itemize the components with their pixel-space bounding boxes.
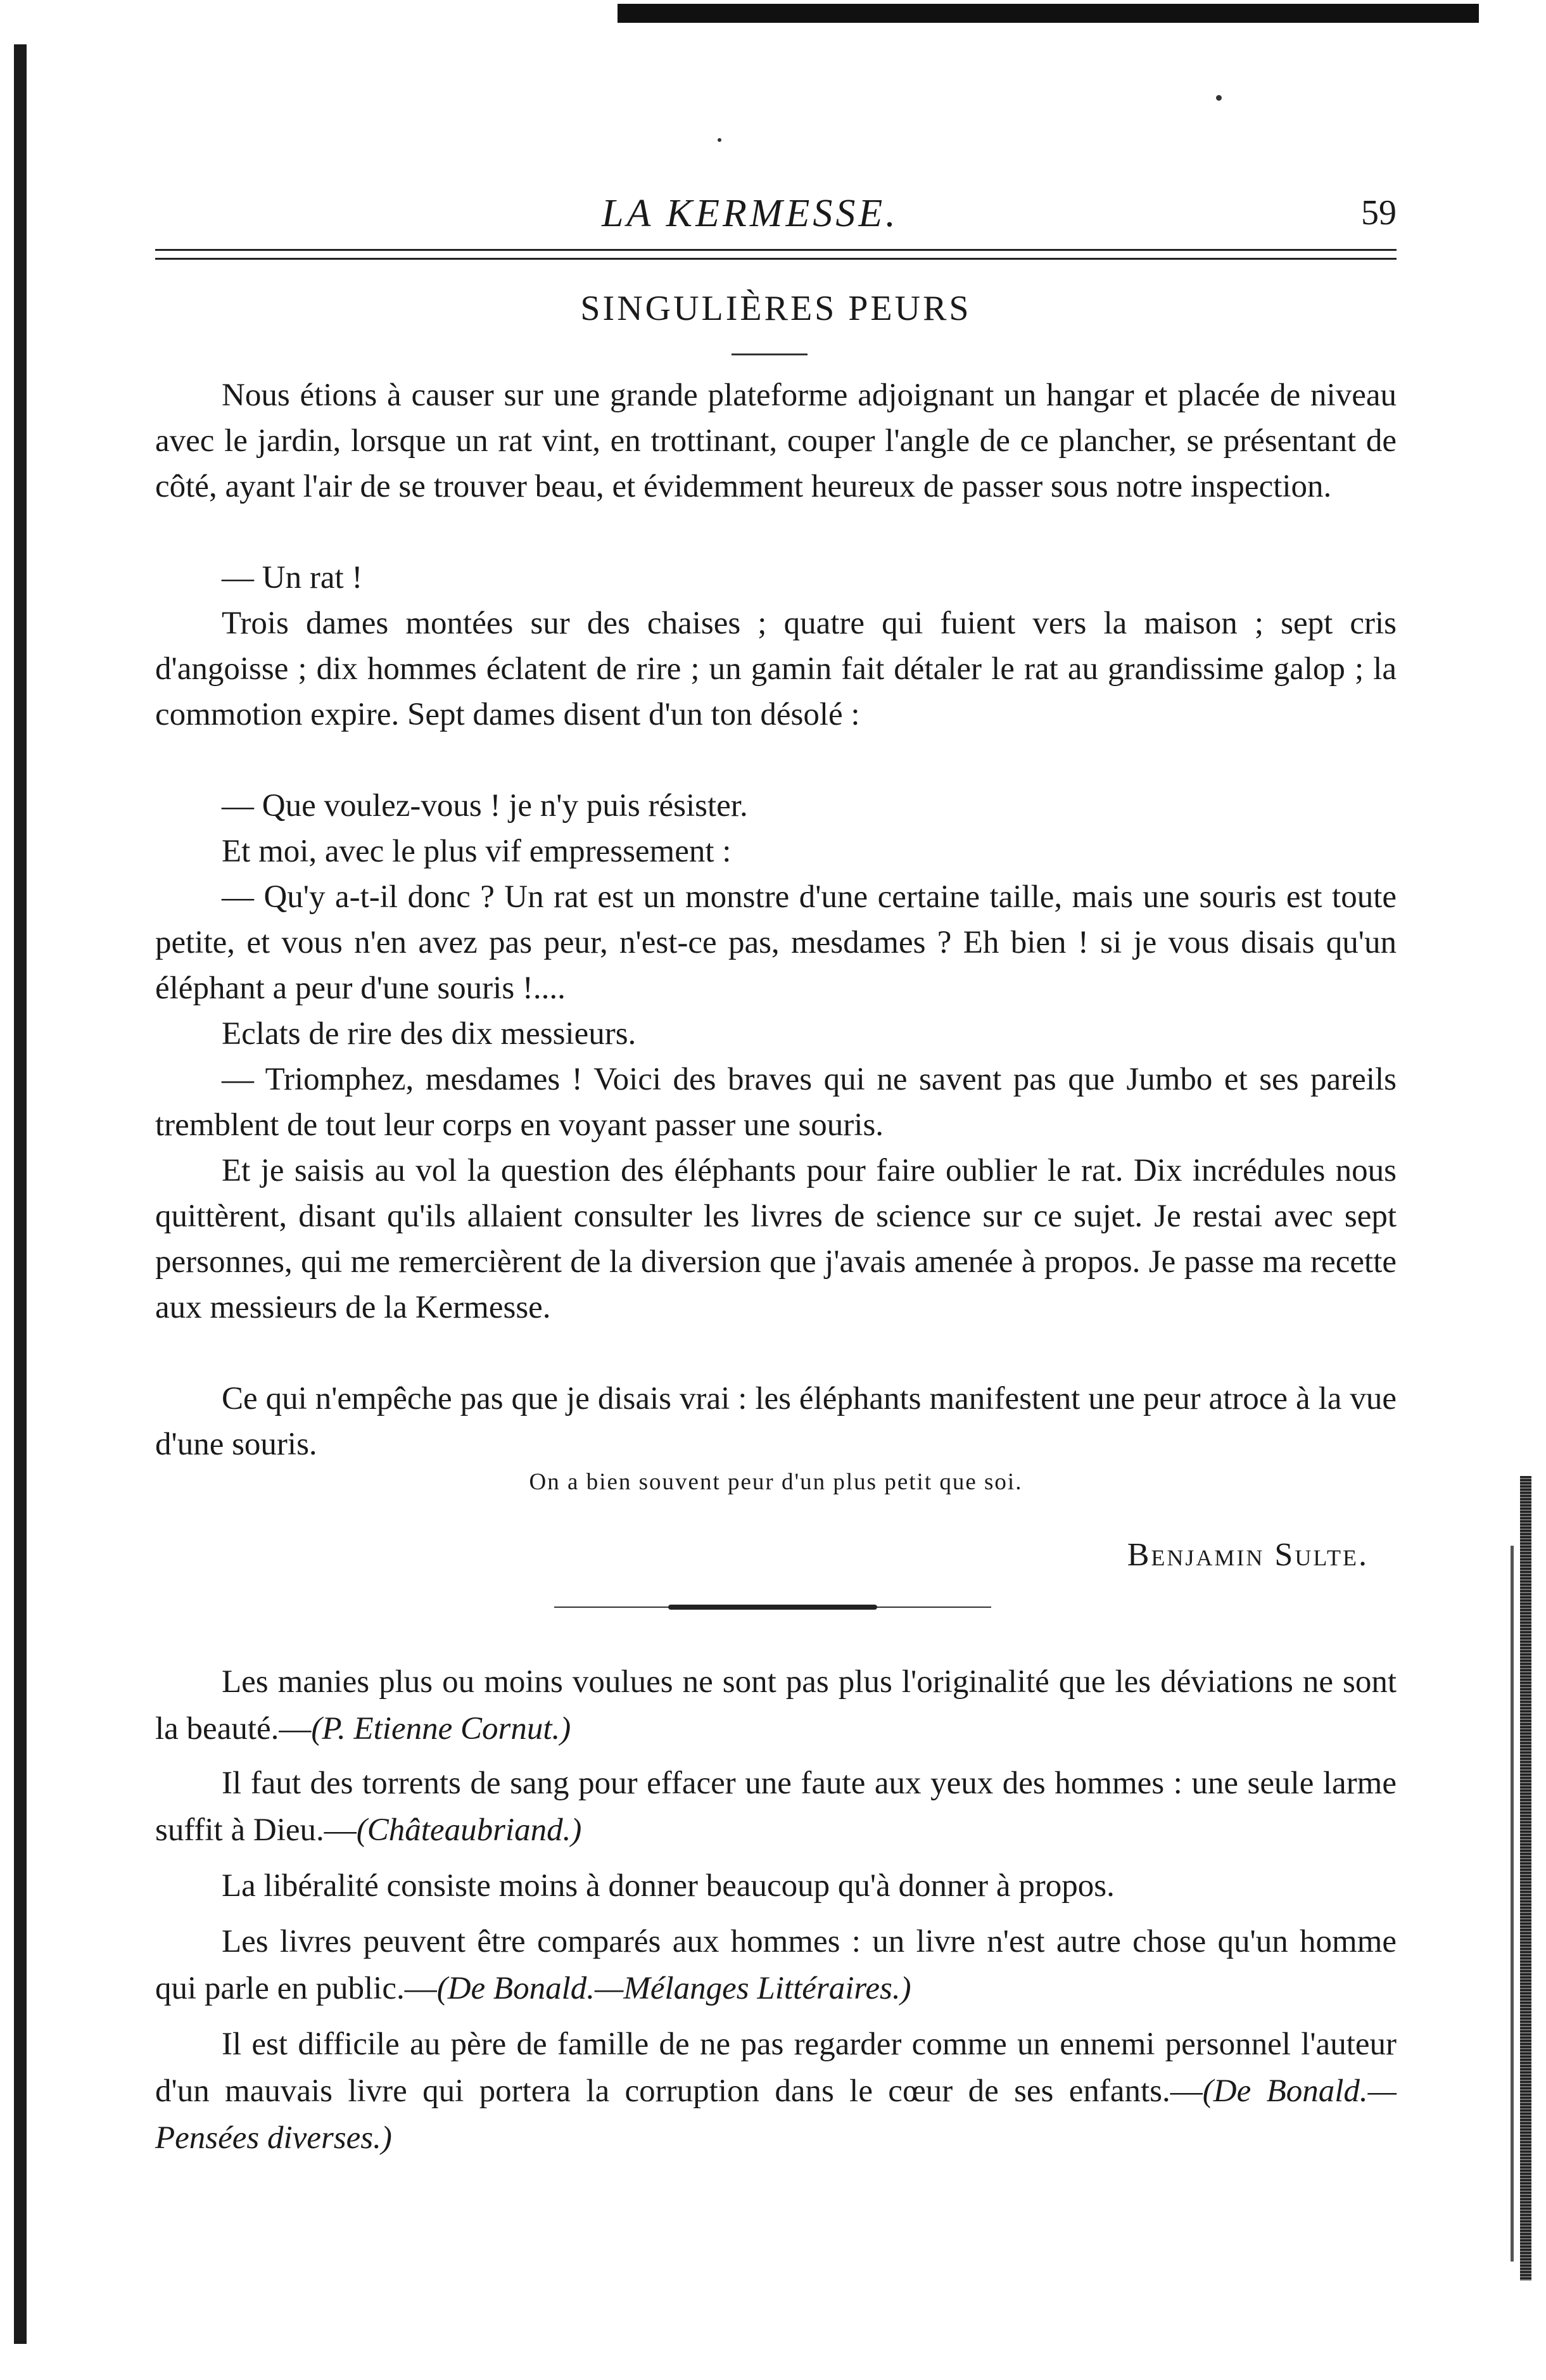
scan-right-edge	[1520, 1476, 1531, 2281]
quote-source: (De Bonald.—Mélanges Littéraires.)	[436, 1971, 911, 2006]
running-header	[155, 191, 1397, 242]
article-title: SINGULIÈRES PEURS	[580, 289, 972, 328]
article-paragraph: Et je saisis au vol la question des éléphants pour faire oublier le rat. Dix incrédules nous quittèrent, disant qu'ils allaient consulter les livres de science sur ce sujet. Je restai avec sept personnes, qui me remercièrent de la diversion que j'avais amenée à propos. Je passe ma recette aux messieurs de la Kermesse.	[155, 1153, 1397, 1325]
quote-source: (Châteaubriand.)	[356, 1812, 582, 1848]
quote-text: Il faut des torrents de sang pour effacer une faute aux yeux des hommes : une seule larme suffit à Dieu.—	[155, 1766, 1397, 1848]
article-paragraph: — Que voulez-vous ! je n'y puis résister.	[222, 788, 748, 824]
article-paragraph: — Qu'y a-t-il donc ? Un rat est un monstre d'une certaine taille, mais une souris est toute petite, et vous n'en avez pas peur, n'est-ce pas, mesdames ? Eh bien ! si je vous disais qu'un éléphant a peur d'une souris !....	[155, 879, 1397, 1006]
section-separator	[554, 1604, 991, 1610]
quote-paragraph	[155, 1760, 1397, 1854]
scan-top-rule	[618, 4, 1479, 23]
scan-speck	[1216, 95, 1222, 101]
article-paragraph: Et moi, avec le plus vif empressement :	[222, 834, 732, 869]
quote-paragraph	[155, 2021, 1397, 2161]
article-paragraph: — Un rat !	[222, 560, 363, 595]
quote-text: Les livres peuvent être comparés aux hommes : un livre n'est autre chose qu'un homme qui parle en public.—	[155, 1924, 1397, 2006]
quote-source: (P. Etienne Cornut.)	[311, 1711, 571, 1747]
article-paragraph: Nous étions à causer sur une grande plateforme adjoignant un hangar et placée de niveau avec le jardin, lorsque un rat vint, en trottinant, couper l'angle de ce plancher, se présentant de côté, ayant l'air de se trouver beau, et évidemment heureux de passer sous notre inspection.	[155, 378, 1397, 504]
header-double-rule	[155, 249, 1397, 260]
quote-paragraph	[155, 1918, 1397, 2012]
quote-text: Il est difficile au père de famille de ne pas regarder comme un ennemi personnel l'auteur d'un mauvais livre qui portera la corruption dans le cœur de ses enfants.—	[155, 2027, 1397, 2109]
article-paragraph: Ce qui n'empêche pas que je disais vrai : les éléphants manifestent une peur atroce à la vue d'une souris.	[155, 1381, 1397, 1462]
quote-text: Les manies plus ou moins voulues ne sont pas plus l'originalité que les déviations ne sont la beauté.—	[155, 1664, 1397, 1747]
scan-left-edge	[14, 44, 27, 2344]
journal-title: LA KERMESSE.	[602, 192, 899, 235]
article-paragraph: — Triomphez, mesdames ! Voici des braves qui ne savent pas que Jumbo et ses pareils tremblent de tout leur corps en voyant passer une souris.	[155, 1062, 1397, 1143]
page-number: 59	[1361, 193, 1397, 232]
author-signature: Benjamin Sulte.	[1127, 1537, 1369, 1573]
quote-source: (De Bonald.—Pensées diverses.)	[155, 2073, 1397, 2156]
scan-right-edge-line	[1511, 1546, 1514, 2262]
quote-text: La libéralité consiste moins à donner beaucoup qu'à donner à propos.	[222, 1868, 1115, 1904]
epigraph: On a bien souvent peur d'un plus petit que soi.	[529, 1469, 1023, 1495]
scan-speck	[718, 138, 721, 142]
article-paragraph: Eclats de rire des dix messieurs.	[222, 1016, 637, 1052]
quote-paragraph	[155, 1862, 1397, 1909]
quote-paragraph	[155, 1658, 1397, 1752]
title-rule	[732, 353, 808, 355]
article-paragraph: Trois dames montées sur des chaises ; quatre qui fuient vers la maison ; sept cris d'angoisse ; dix hommes éclatent de rire ; un gamin fait détaler le rat au grandissime galop ; la commotion expire. Sept dames disent d'un ton désolé :	[155, 606, 1397, 732]
